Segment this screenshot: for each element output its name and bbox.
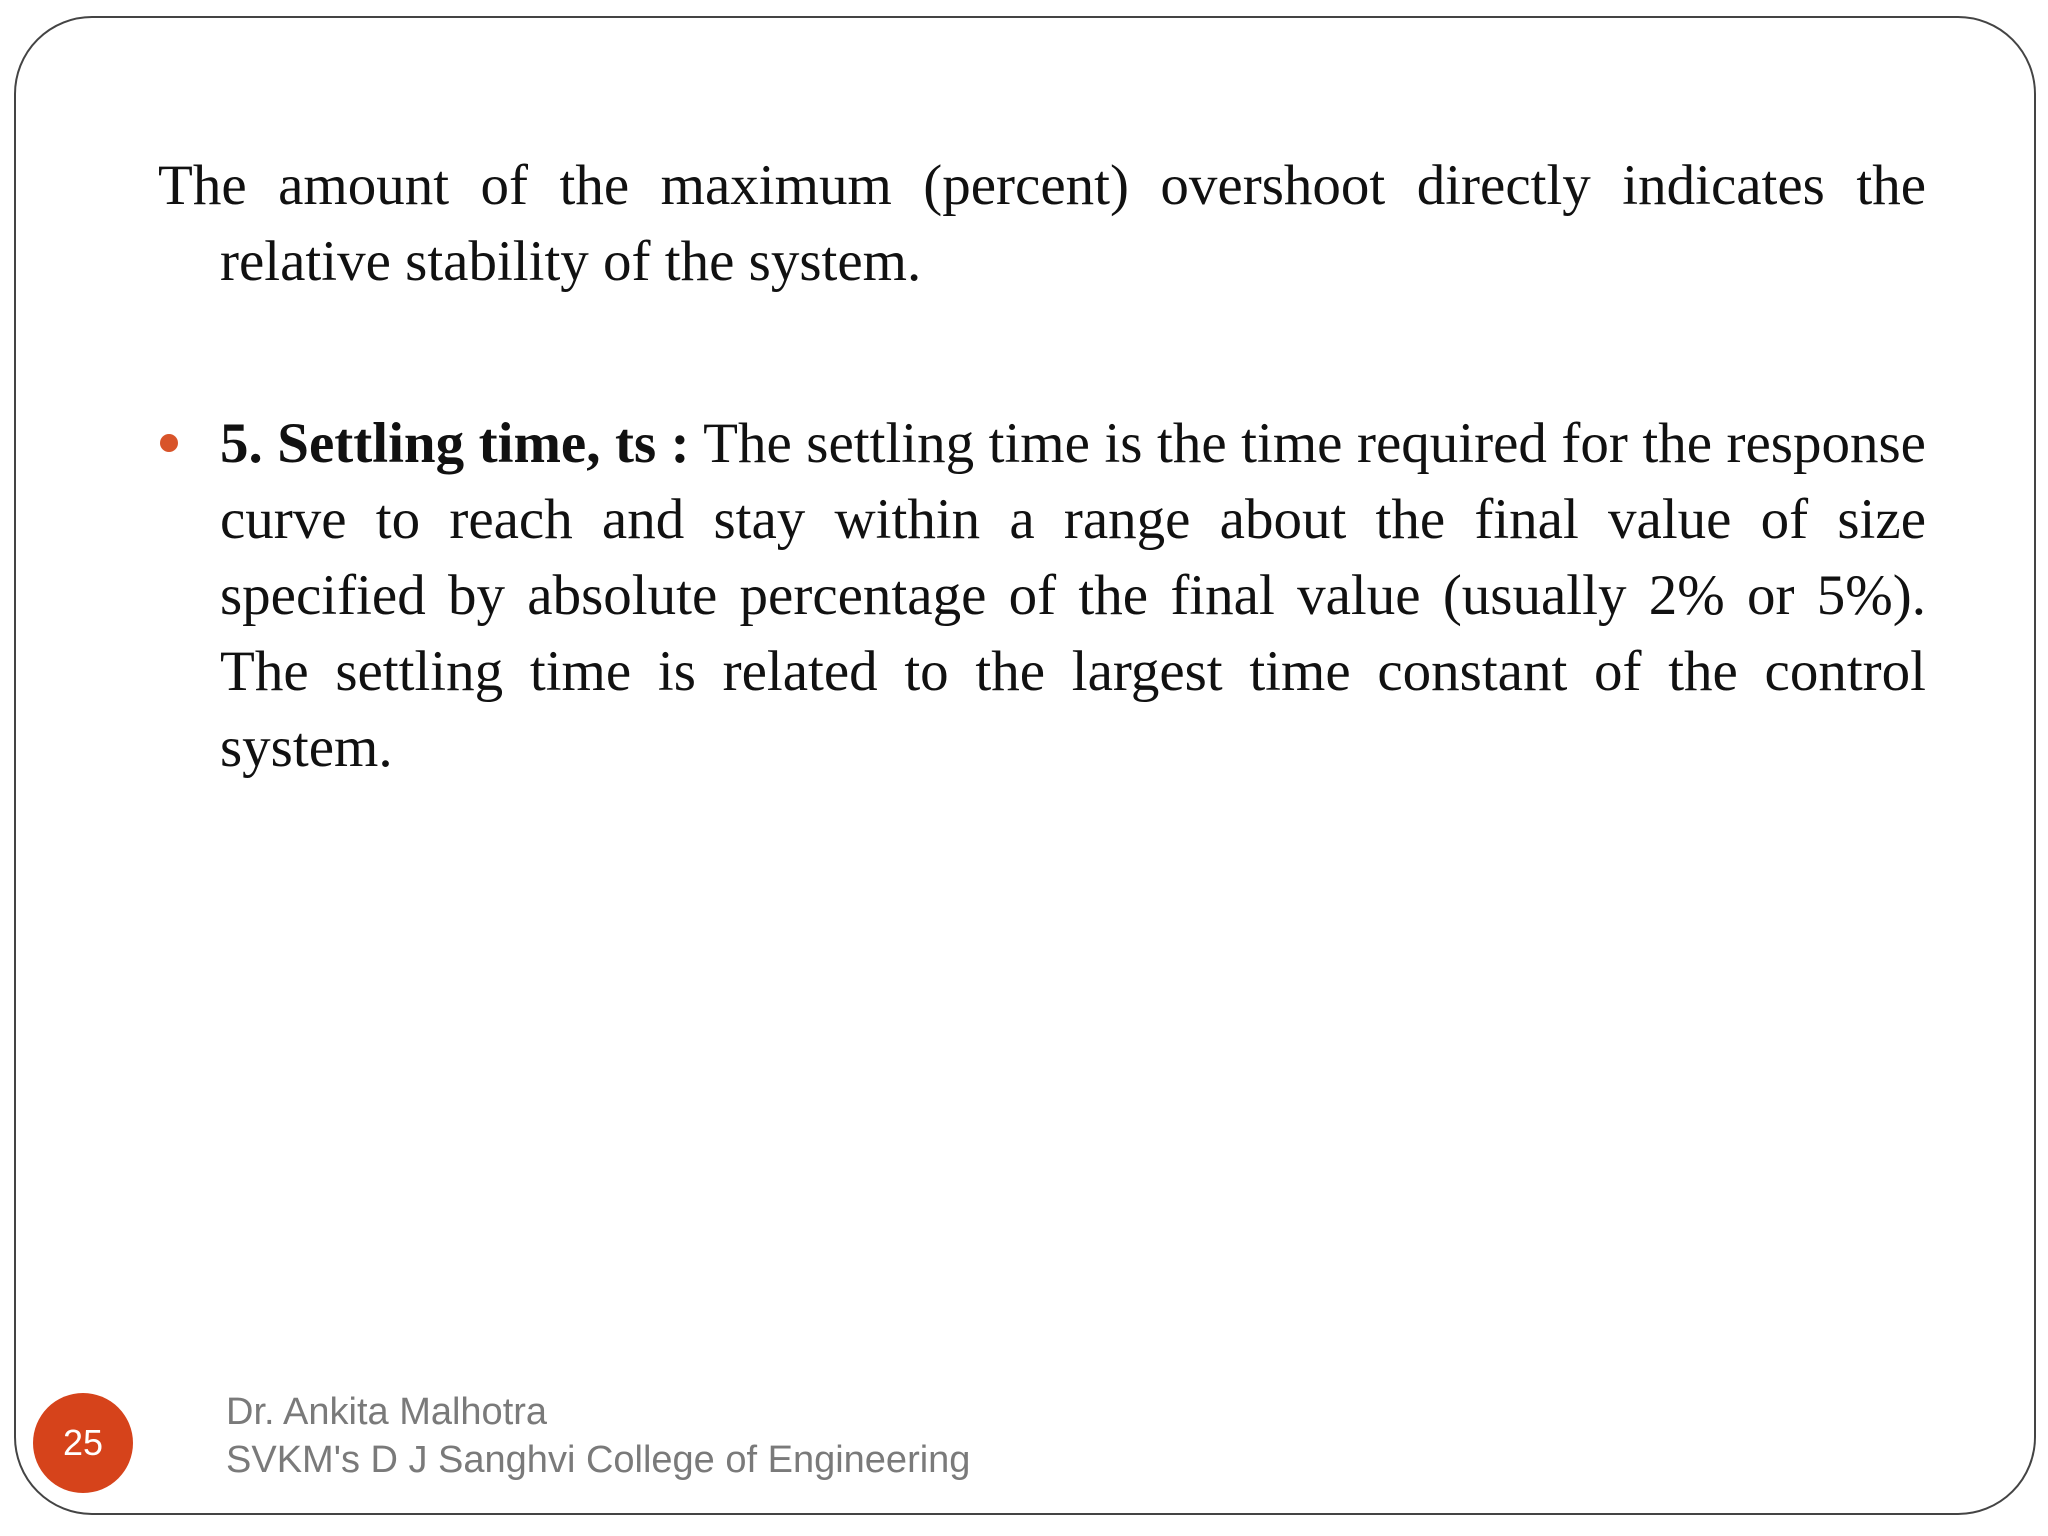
slide-content: [158, 148, 1926, 786]
bullet-heading: 5. Settling time, ts :: [220, 412, 690, 475]
bullet-settling-time: [158, 406, 1926, 786]
page-number-badge: 25: [33, 1393, 133, 1493]
footer-institution: SVKM's D J Sanghvi College of Engineering: [226, 1439, 971, 1481]
footer-author: Dr. Ankita Malhotra: [226, 1391, 548, 1433]
bullet-body: The settling time is the time required for the response curve to reach and stay within a range about the final value of size specified by absolute percentage of the final value (usually 2% or 5%). The settling time is related to the largest time constant of the control system.: [220, 412, 1926, 779]
intro-paragraph: The amount of the maximum (percent) overshoot directly indicates the relative stability of the system.: [158, 154, 1926, 293]
bullet-dot-icon: [160, 434, 178, 452]
footer: [226, 1388, 970, 1484]
